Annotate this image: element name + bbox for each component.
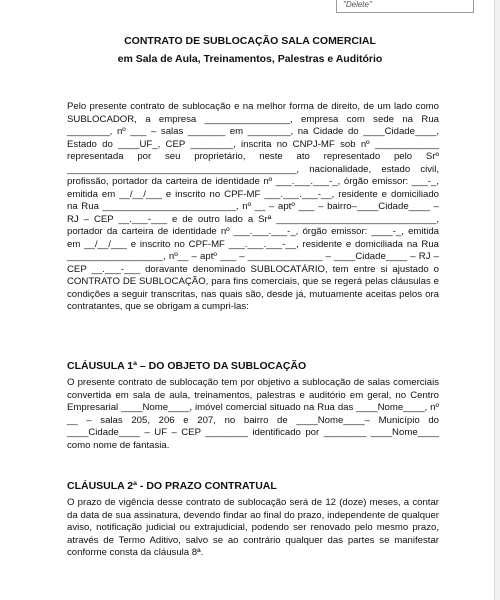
clause-1-title: CLÁUSULA 1ª – DO OBJETO DA SUBLOCAÇÃO (67, 360, 307, 372)
clause-2-title: CLÁUSULA 2ª - DO PRAZO CONTRATUAL (67, 480, 277, 492)
intro-paragraph: Pelo presente contrato de sublocação e na melhor forma de direito, de um lado como SUBLOCADOR, a empresa ________________, empresa com sede na Rua ________, nº ___ – salas _______ em ________, na Cidade do ____Cidade____, Estado do ____UF_, CEP ________, inscrita no CNPJ-MF sob nº ____________ representada por seu proprietário, neste ato representado pelo Srº ___________________________________________, nacionalidade, estado civil, profissão, portador da carteira de identidade nº ___.___.___-_, órgão emissor: ___-_, emitida em __/__/___ e inscrito no CPF-MF ___.___.___-__, residente e domiciliado na Rua _________________________, nº __ – aptº ___ – bairro–____Cidade____ – RJ – CEP __.___-___ e de outro lado a Srª ______________________________, portador da carteira de identidade nº ___.___.___-_, órgão emissor: ____-_, emitida em __/__/___ e inscrito no CPF-MF ___.___.___-__, residente e domiciliada na Rua __________________, nº__ – aptº ___ – ______________ – ____Cidade____ – RJ – CEP __.___-___ doravante denominado SUBLOCATÁRIO, tem entre si ajustado o CONTRATO DE SUBLOCAÇÃO, para fins comerciais, que se regerá pelas cláusulas e condições a seguir transcritas, nas quais são, desde já, mutuamente aceitas pelos ora contratantes, que se obrigam a cumpri-las: (67, 101, 439, 312)
delete-field-label: "Delete" (343, 0, 372, 9)
page-edge (494, 0, 500, 600)
clause-1-paragraph: O presente contrato de sublocação tem por objetivo a sublocação de salas comerciais convertida em sala de aula, treinamentos, palestras e auditório em geral, no Centro Empresarial ____Nome____, imóvel comercial situado na Rua das ____Nome____, nº __ – salas 205, 206 e 207, no bairro de ____Nome____– Município do ____Cidade____ – UF – CEP ________ identificado por ________ ____Nome____ como nome de fantasia. (67, 377, 439, 451)
clause-2-paragraph: O prazo de vigência desse contrato de sublocação será de 12 (doze) meses, a contar da data de sua assinatura, devendo findar ao final do prazo, independente de qualquer aviso, notificação judicial ou extrajudicial, podendo ser renovado pelo mesmo prazo, através de Termo Aditivo, salvo se ao contrário qualquer das partes se manifestar conforme consta da cláusula 8ª. (67, 497, 439, 558)
document-title: CONTRATO DE SUBLOCAÇÃO SALA COMERCIAL (124, 35, 376, 47)
document-subtitle: em Sala de Aula, Treinamentos, Palestras e Auditório (117, 53, 383, 65)
delete-field[interactable] (336, 0, 474, 13)
